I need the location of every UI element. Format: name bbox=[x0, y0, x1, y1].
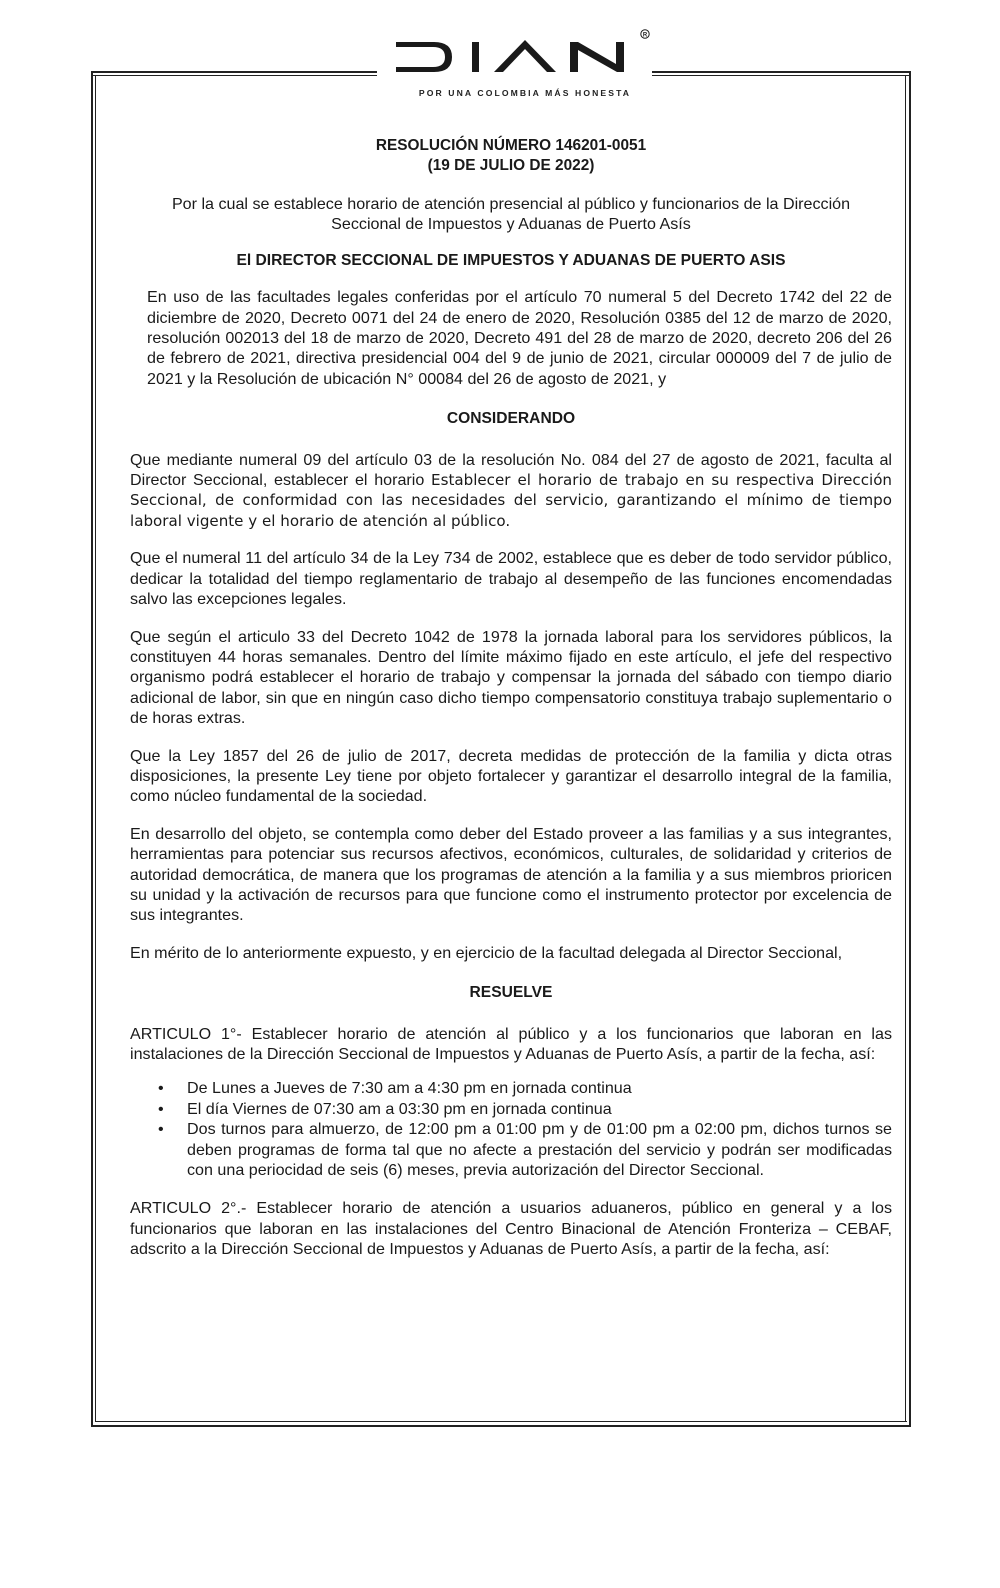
document-body bbox=[130, 136, 892, 1260]
list-item bbox=[130, 1078, 892, 1098]
considerando-paragraph-5: En desarrollo del objeto, se contempla como deber del Estado proveer a las familias y a sus integrantes, herramientas para potenciar sus recursos afectivos, económicos, culturales, de solidaridad y criterios de autoridad democrática, de manera que los programas de atención a la familia y a sus miembros prioricen su unidad y la activación de recursos para que funcione como el instrumento protector por excelencia de sus integrantes. bbox=[130, 824, 892, 925]
considerando-paragraph-6: En mérito de lo anteriormente expuesto, y en ejercicio de la facultad delegada al Director Seccional, bbox=[130, 943, 843, 962]
considerando-paragraph-1-part-b: Establecer el horario de trabajo en su respectiva Dirección Seccional, de conformidad con las necesidades del servicio, garantizando el mínimo de tiempo laboral vigente y el horario de atención al público. bbox=[130, 471, 892, 530]
schedule-list bbox=[130, 1078, 892, 1180]
bullet-icon: • bbox=[158, 1120, 164, 1139]
bullet-icon: • bbox=[158, 1099, 164, 1118]
svg-text:R: R bbox=[642, 32, 648, 39]
issuer-heading: El DIRECTOR SECCIONAL DE IMPUESTOS Y ADUANAS DE PUERTO ASIS bbox=[236, 251, 786, 269]
considerando-paragraph-4: Que la Ley 1857 del 26 de julio de 2017, decreta medidas de protección de la familia y dicta otras disposiciones, la presente Ley tiene por objeto fortalecer y garantizar el desarrollo integral de la familia, como núcleo fundamental de la sociedad. bbox=[130, 746, 892, 806]
considerando-paragraph-1 bbox=[130, 450, 892, 532]
frame-border bbox=[92, 71, 377, 73]
considerando-paragraph-1-part-a: Que mediante numeral 09 del artículo 03 de la resolución No. 084 del 27 de agosto de 2021, facultа al Director Seccional, establecer el horario bbox=[130, 450, 892, 490]
frame-border bbox=[905, 75, 906, 1422]
considerando-paragraph-2: Que el numeral 11 del artículo 34 de la Ley 734 de 2002, establece que es deber de todo servidor público, dedicar la totalidad del tiempo reglamentario de trabajo al desempeño de las funciones encomendadas salvo las excepciones legales. bbox=[130, 549, 892, 609]
considerando-paragraph-3: Que según el articulo 33 del Decreto 1042 de 1978 la jornada laboral para los servidores públicos, la constituyen 44 horas semanales. Dentro del límite máximo fijado en este artículo, el jefe del respectivo organismo podrá establecer el horario de trabajo y compensar la jornada del sábado con tiempo diario adicional de labor, sin que en ningún caso dicho tiempo compensatorio constituya trabajo suplementario o de horas extras. bbox=[130, 627, 892, 728]
frame-border bbox=[652, 75, 911, 76]
list-item bbox=[130, 1099, 892, 1119]
frame-border bbox=[909, 71, 911, 1426]
list-item bbox=[130, 1119, 892, 1180]
dian-logo bbox=[394, 26, 656, 82]
resolution-subject: Por la cual se establece horario de atención presencial al público y funcionarios de la Dirección Seccional de Impuestos y Aduanas de Puerto Asís bbox=[171, 195, 851, 234]
legal-basis-paragraph: En uso de las facultades legales conferidas por el artículo 70 numeral 5 del Decreto 1742 del 22 de diciembre de 2020, Decreto 0071 del 24 de enero de 2020, Resolución 0385 del 12 de marzo de 2020, resolución 002013 del 18 de marzo de 2020, Decreto 491 del 28 de marzo de 2020, decreto 206 del 26 de febrero de 2021, directiva presidencial 004 del 9 de junio de 2021, circular 000009 del 7 de julio de 2021 y la Resolución de ubicación N° 00084 del 26 de agosto de 2021, y bbox=[147, 288, 892, 388]
list-item-text: El día Viernes de 07:30 am a 03:30 pm en jornada continua bbox=[187, 1099, 612, 1118]
resolution-number: RESOLUCIÓN NÚMERO 146201-0051 bbox=[375, 137, 647, 154]
list-item-text: Dos turnos para almuerzo, de 12:00 pm a 01:00 pm y de 01:00 pm a 02:00 pm, dichos turnos se deben programas de forma tal que no afecte a prestación del servicio y podrán ser modificadas con una periocidad de seis (6) meses, previa autorización del Director Seccional. bbox=[187, 1120, 892, 1180]
frame-border bbox=[91, 1425, 911, 1427]
considerando-heading: CONSIDERANDO bbox=[446, 410, 576, 428]
frame-border bbox=[95, 75, 96, 1422]
frame-border bbox=[91, 71, 93, 1426]
resuelve-heading: RESUELVE bbox=[469, 984, 553, 1002]
frame-border bbox=[95, 1421, 907, 1422]
frame-border bbox=[652, 71, 911, 73]
resolution-date: (19 DE JULIO DE 2022) bbox=[427, 157, 595, 174]
article-1: ARTICULO 1°- Establecer horario de atención al público y a los funcionarios que laboran en las instalaciones de la Dirección Seccional de Impuestos y Aduanas de Puerto Asís, a partir de la fecha, así: bbox=[130, 1024, 892, 1063]
frame-border bbox=[92, 75, 377, 76]
list-item-text: De Lunes a Jueves de 7:30 am a 4:30 pm en jornada continua bbox=[187, 1079, 632, 1098]
article-2: ARTICULO 2°.- Establecer horario de atención a usuarios aduaneros, público en general y a los funcionarios que laboran en las instalaciones del Centro Binacional de Atención Fronteriza – CEBAF, adscrito a la Dirección Seccional de Impuestos y Aduanas de Puerto Asís, a partir de la fecha, así: bbox=[130, 1199, 892, 1259]
bullet-icon: • bbox=[158, 1079, 164, 1098]
logo-tagline: POR UNA COLOMBIA MÁS HONESTA bbox=[418, 88, 632, 98]
